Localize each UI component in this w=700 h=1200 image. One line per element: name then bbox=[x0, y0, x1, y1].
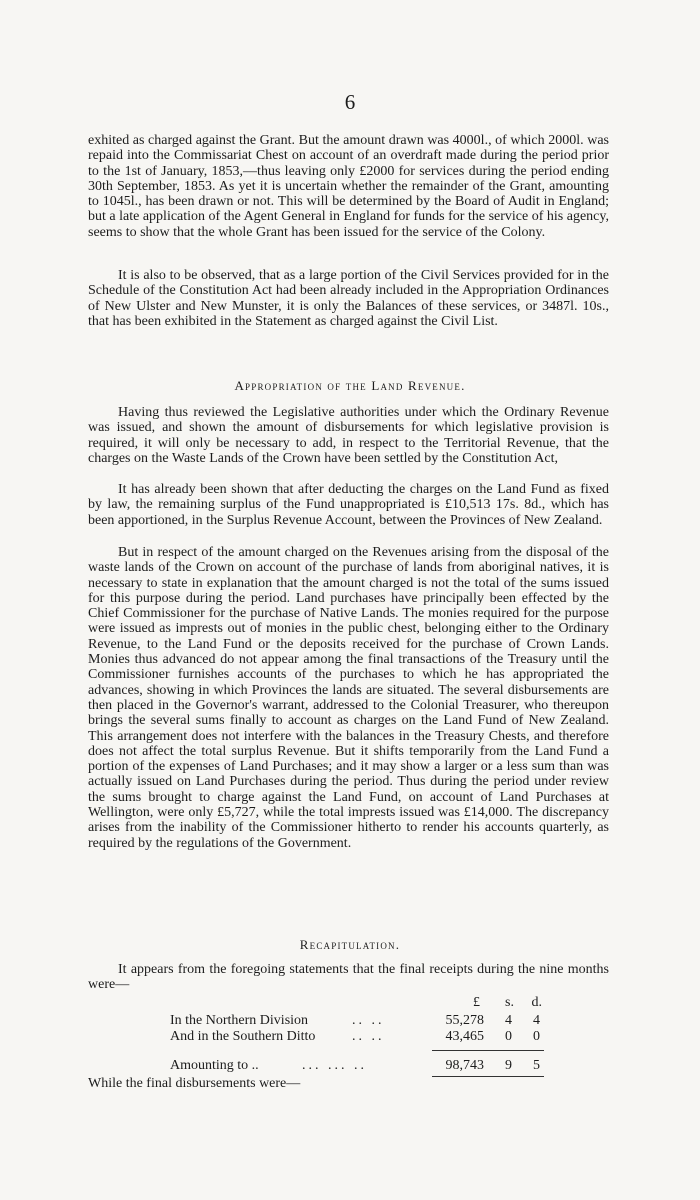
recap-row-southern-pence: 0 bbox=[533, 1029, 540, 1044]
header-pounds: £ bbox=[473, 995, 480, 1010]
paragraph-final-receipts: It appears from the foregoing statements that the final receipts during the nine months were— bbox=[88, 962, 609, 993]
recap-row-northern-pence: 4 bbox=[533, 1013, 540, 1028]
recap-row-southern-pounds: 43,465 bbox=[445, 1029, 484, 1044]
sum-rule bbox=[432, 1050, 544, 1051]
recap-row-southern-label: And in the Southern Ditto bbox=[170, 1029, 316, 1044]
recap-row-southern-shillings: 0 bbox=[505, 1029, 512, 1044]
closing-line-disbursements: While the final disbursements were— bbox=[88, 1076, 301, 1091]
paragraph-land-purchases: But in respect of the amount charged on the Revenues arising from the disposal of the waste lands of the Crown on account of the purchase of lands from aboriginal natives, it is necessary to state in explanation that the amount charged is not the total of the sums issued for this purpose during the period. Land purchases have principally been effected by the Chief Commissioner for the purchase of Native Lands. The monies required for the purpose were issued as imprests out of monies in the public chest, belonging either to the Ordinary Revenue, to the Land Fund or the deposits received for the purchase of Crown Lands. Monies thus advanced do not appear among the final transactions of the Treasury until the Commissioner furnishes accounts of the purchases to which he has appropriated the advances, showing in which Provinces the lands are situated. The several disbursements are then placed in the Governor's warrant, addressed to the Colonial Treasurer, who thereupon brings the several sums finally to account as charges on the Land Fund of New Zealand. This arrangement does not interfere with the balances in the Treasury Chests, and therefore does not affect the total surplus Revenue. But it shifts temporarily from the Land Fund a portion of the expenses of Land Purchases; and it may show a larger or a less sum than was actually issued on Land Purchases during the period. Thus during the period under review the sums brought to charge against the Land Fund, on account of Land Purchases at Wellington, were only £5,727, while the total imprests issued was £14,000. The discrepancy arises from the inability of the Commissioner hitherto to render his accounts quarterly, as required by the regulations of the Government. bbox=[88, 545, 609, 851]
recap-total-shillings: 9 bbox=[505, 1058, 512, 1073]
paragraph-land-fund-surplus: It has already been shown that after deducting the charges on the Land Fund as fixed by law, the remaining surplus of the Fund unappropriated is £10,513 17s. 8d., which has been apportioned, in the Surplus Revenue Account, between the Provinces of New Zealand. bbox=[88, 482, 609, 528]
recap-total-pounds: 98,743 bbox=[445, 1058, 484, 1073]
recap-total-label: Amounting to .. bbox=[170, 1058, 259, 1073]
total-rule bbox=[432, 1076, 544, 1077]
page-number: 6 bbox=[344, 90, 356, 114]
header-shillings: s. bbox=[505, 995, 514, 1010]
paragraph-legislative-review: Having thus reviewed the Legislative authorities under which the Ordinary Revenue was issued, and shown the amount of disbursements for which legislative provision is required, it will only be necessary to add, in respect to the Territorial Revenue, that the charges on the Waste Lands of the Crown have been settled by the Constitution Act, bbox=[88, 405, 609, 466]
header-pence: d. bbox=[531, 995, 542, 1010]
recap-row-northern-label: In the Northern Division bbox=[170, 1013, 309, 1028]
heading-recapitulation: Recapitulation. bbox=[299, 937, 401, 952]
heading-appropriation-land-revenue: Appropriation of the Land Revenue. bbox=[234, 378, 466, 393]
recap-row-northern-shillings: 4 bbox=[505, 1013, 512, 1028]
recap-row-southern-dots: .. .. bbox=[352, 1029, 385, 1044]
recap-row-northern-dots: .. .. bbox=[352, 1013, 385, 1028]
recap-row-northern-pounds: 55,278 bbox=[445, 1013, 484, 1028]
paragraph-grant-drawn: exhited as charged against the Grant. But the amount drawn was 4000l., of which 2000l. was repaid into the Commissariat Chest on account of an overdraft made during the period prior to the 1st of January, 1853,—thus leaving only £2000 for services during the period ending 30th September, 1853. As yet it is uncertain whether the remainder of the Grant, amounting to 1045l., has been drawn or not. This will be determined by the Board of Audit in England; but a late application of the Agent General in England for funds for the service of his agency, seems to show that the whole Grant has been issued for the service of the Colony. bbox=[88, 133, 609, 240]
recap-total-pence: 5 bbox=[533, 1058, 540, 1073]
paragraph-civil-services: It is also to be observed, that as a large portion of the Civil Services provided for in the Schedule of the Constitution Act had been already included in the Appropriation Ordinances of New Ulster and New Munster, it is only the Balances of these services, or 3487l. 10s., that has been exhibited in the Statement as charged against the Civil List. bbox=[88, 268, 609, 329]
recap-total-dots: ... ... .. bbox=[302, 1058, 367, 1073]
